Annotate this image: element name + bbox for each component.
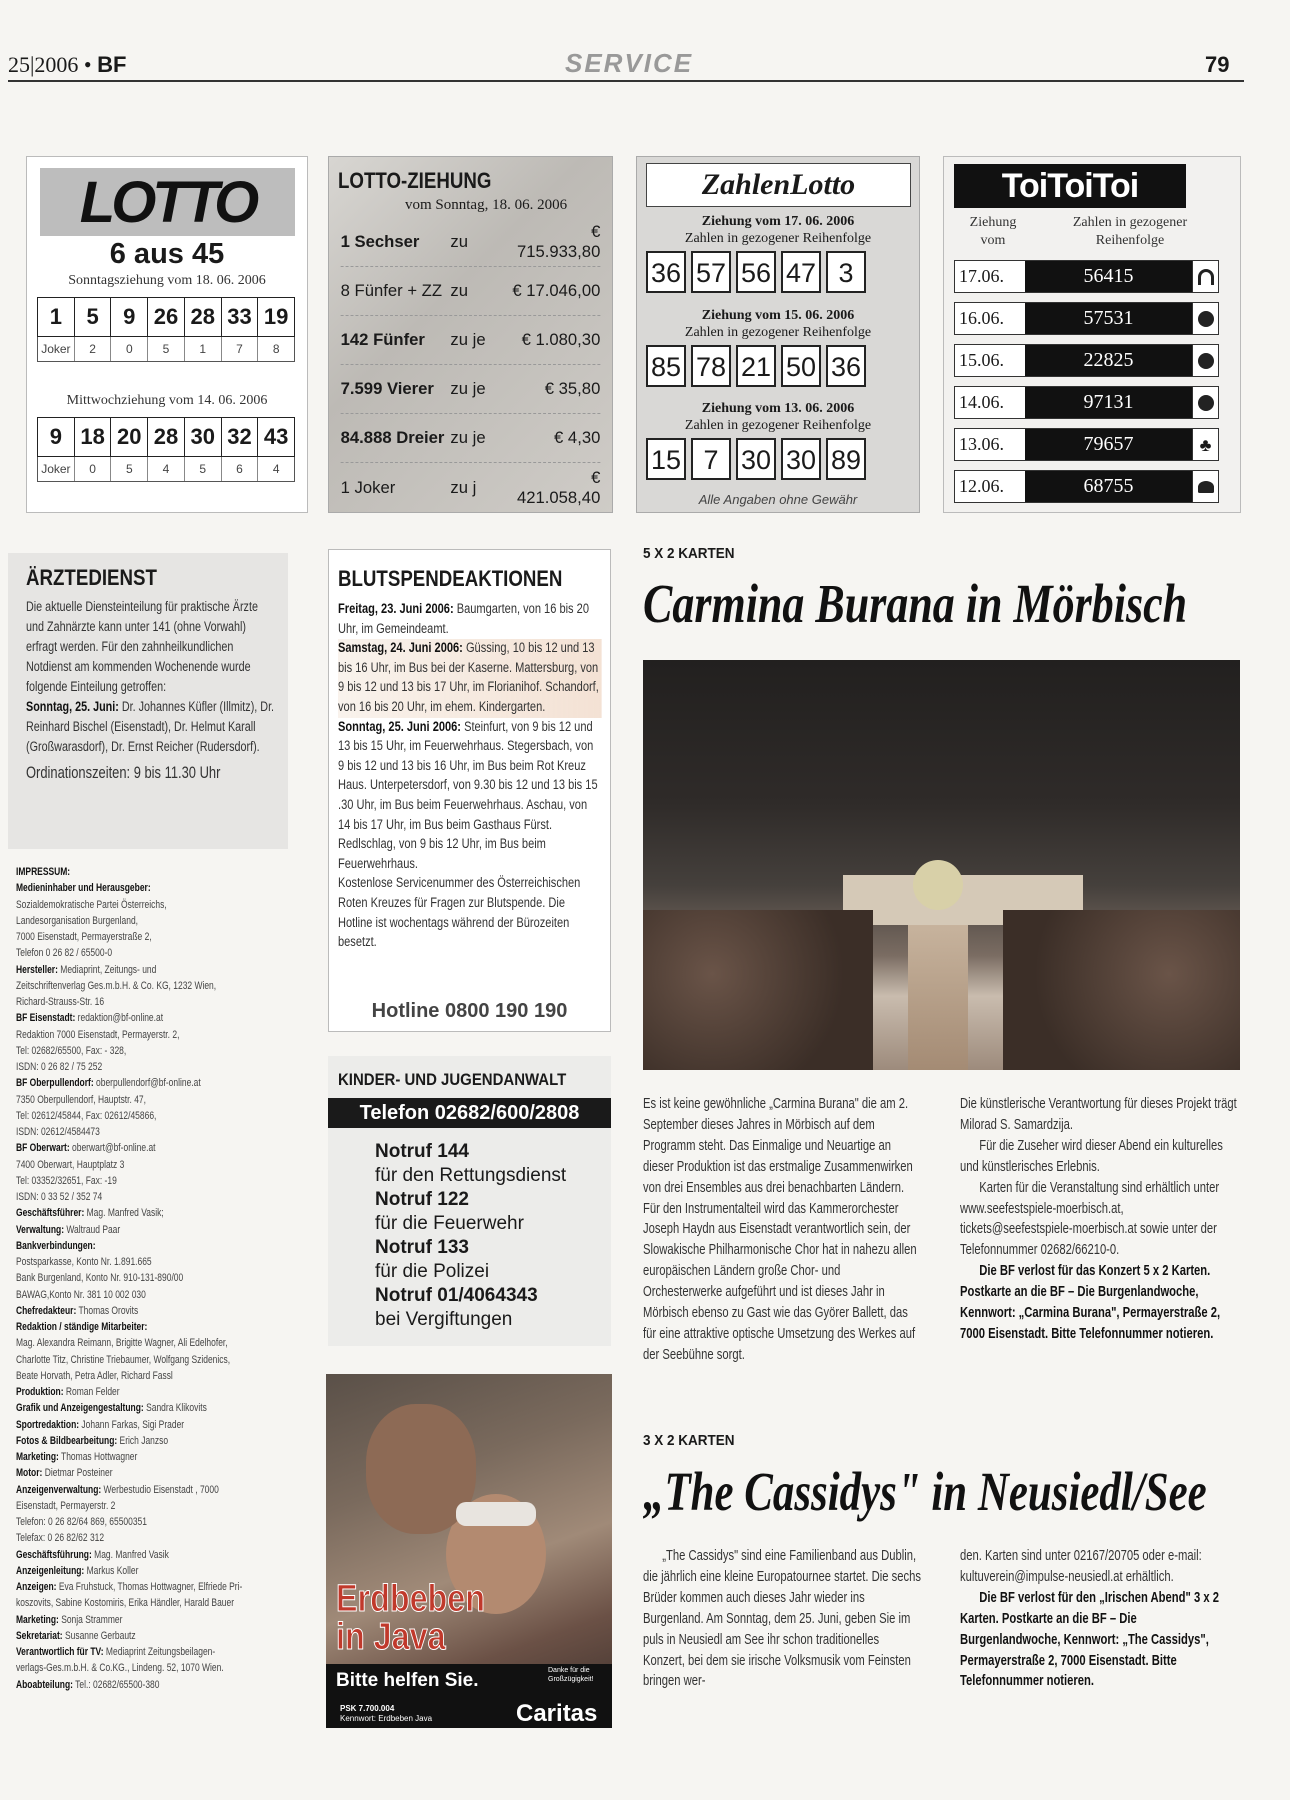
toitoitoi-col1-header: Ziehung vom — [969, 215, 1017, 248]
lz-row: 84.888 Dreier zu je € 4,30 — [341, 414, 601, 463]
cassidys-title: „The Cassidys" in Neusiedl/See — [643, 1461, 1207, 1522]
lotto-number: 28 — [148, 418, 185, 456]
notruf-list — [375, 1140, 566, 1332]
carmina-col2: Die künstlerische Verantwortung für dieses Projekt trägt Milorad S. Samardzija. Für die Zuseher wird dieser Abend ein kulturelles und künstlerisches Erlebnis. Karten für die Veranstaltung sind erhältlich unter www.seefestspiele-moerbisch.at, tickets@seefestspiele-moerbisch.at sowie unter der Telefonnummer 02682/66210-0. Die BF verlost für das Konzert 5 x 2 Karten. Postkarte an die BF – Die Burgenlandwoche, Kennwort: „Carmina Burana", Permayerstraße 2, 7000 Eisenstadt. Bitte Telefonnummer notieren. — [960, 1096, 1237, 1342]
aerztedienst-intro: Die aktuelle Diensteinteilung für praktische Ärzte und Zahnärzte kann unter 141 (ohne Vorwahl) erfragt werden. Für den zahnheilkundlichen Notdienst am kommenden Wochenende wurde folgende Einteilung getroffen: — [26, 599, 258, 695]
flower-arrangement-shape — [913, 860, 963, 910]
notruf-item: Notruf 144 für den Rettungsdienst — [375, 1141, 567, 1186]
toitoitoi-table — [954, 260, 1219, 512]
caritas-donation: PSK 7.700.004 Kennwort: Erdbeben Java — [326, 1698, 612, 1728]
toitoitoi-row: 13.06. 79657 ♣ — [954, 428, 1219, 461]
impressum-line: Motor: Dietmar Posteiner — [16, 1467, 113, 1480]
impressum-line: Anzeigen: Eva Fruhstuck, Thomas Hottwagner, Elfriede Pri- — [16, 1581, 243, 1593]
draw-number: 21 — [736, 345, 776, 387]
impressum-line: Telefon 0 26 82 / 65500-0 — [16, 947, 113, 960]
caritas-cta: Bitte helfen Sie. — [326, 1664, 612, 1698]
lz-row: 142 Fünfer zu je € 1.080,30 — [341, 316, 601, 365]
toitoitoi-logo: ToiToiToi — [954, 164, 1186, 208]
impressum-line: Sportredaktion: Johann Farkas, Sigi Prader — [16, 1418, 185, 1431]
audience-left-shape — [643, 910, 873, 1070]
impressum-line: 7000 Eisenstadt, Permayerstraße 2, — [16, 931, 152, 943]
impressum-line: Marketing: Thomas Hottwagner — [16, 1451, 138, 1463]
joker-digit: 6 — [222, 457, 259, 481]
caritas-headline: Erdbeben in Java — [336, 1578, 485, 1658]
joker-digit: 2 — [75, 337, 112, 361]
lotto-sunday-numbers — [37, 297, 295, 362]
impressum-line: Produktion: Roman Felder — [16, 1386, 120, 1398]
lz-row: 7.599 Vierer zu je € 35,80 — [341, 365, 601, 414]
audience-right-shape — [1003, 910, 1240, 1070]
lotto-sunday-label: Sonntagsziehung vom 18. 06. 2006 — [68, 273, 266, 288]
joker-digit: 5 — [185, 457, 222, 481]
joker-digit: 4 — [148, 457, 185, 481]
impressum-line: Grafik und Anzeigengestaltung: Sandra Klikovits — [16, 1402, 207, 1415]
lotto-wed-numbers — [37, 417, 295, 482]
lotto-ziehung-subtitle: vom Sonntag, 18. 06. 2006 — [405, 197, 568, 213]
impressum-line: Tel: 02612/45844, Fax: 02612/45866, — [16, 1109, 157, 1122]
impressum-line: Geschäftsführer: Mag. Manfred Vasik; — [16, 1207, 164, 1220]
zahlenlotto-draw-3 — [636, 400, 920, 480]
lotto-zusatzzahl: 19 — [263, 304, 289, 329]
carmina-photo — [643, 660, 1240, 1070]
caritas-small-note: Danke für die Großzügigkeit! — [548, 1667, 594, 1683]
impressum-line: IMPRESSUM: — [16, 866, 71, 878]
horseshoe-icon — [1198, 269, 1214, 285]
bandage-shape — [456, 1502, 536, 1526]
impressum-line: Fotos & Bildbearbeitung: Erich Janzso — [16, 1434, 169, 1447]
toitoitoi-row: 16.06. 57531 — [954, 302, 1219, 335]
impressum-line: Sekretariat: Susanne Gerbautz — [16, 1629, 136, 1642]
blutspende-hotline: Hotline 0800 190 190 — [371, 1000, 568, 1022]
impressum-line: Bankverbindungen: — [16, 1239, 96, 1252]
impressum-line: Beate Horvath, Petra Adler, Richard Fassl — [16, 1369, 173, 1382]
kinder-phone: Telefon 02682/600/2808 — [328, 1098, 611, 1128]
draw-number: 7 — [691, 438, 731, 480]
impressum-line: BF Eisenstadt: redaktion@bf-online.at — [16, 1012, 164, 1025]
lotto-zusatzzahl: 43 — [263, 424, 289, 449]
zahlenlotto-note: Alle Angaben ohne Gewähr — [698, 492, 858, 507]
impressum-line: Mag. Alexandra Reimann, Brigitte Wagner, Ali Edelhofer, — [16, 1337, 228, 1350]
impressum-line: Telefon: 0 26 82/64 869, 65500351 — [16, 1516, 147, 1528]
impressum-line: Chefredakteur: Thomas Orovits — [16, 1304, 139, 1317]
draw-number: 30 — [781, 438, 821, 480]
zahlenlotto-logo: ZahlenLotto — [646, 163, 911, 207]
carmina-title: Carmina Burana in Mörbisch — [643, 573, 1188, 634]
impressum-line: Postsparkasse, Konto Nr. 1.891.665 — [16, 1256, 152, 1268]
clover-icon: ♣ — [1199, 434, 1212, 455]
joker-digit: 7 — [222, 337, 259, 361]
kinder-title: KINDER- UND JUGENDANWALT — [338, 1070, 567, 1089]
lotto-number: 9 — [38, 418, 75, 456]
lotto-ziehung-title: LOTTO-ZIEHUNG — [338, 168, 492, 193]
joker-label: Joker — [38, 457, 75, 481]
header-rule — [8, 80, 1244, 82]
impressum-line: Verwaltung: Waltraud Paar — [16, 1223, 121, 1236]
impressum-line: Charlotte Titz, Christine Triebaumer, Wolfgang Szidenics, — [16, 1353, 231, 1366]
lotto-number: 9 — [111, 298, 148, 336]
draw-number: 15 — [646, 438, 686, 480]
draw-date: Ziehung vom 15. 06. 2006 — [701, 308, 855, 323]
draw-number: 78 — [691, 345, 731, 387]
cassidys-col1: „The Cassidys" sind eine Familienband aus Dublin, die jährlich eine kleine Europatournee startet. Die sechs Brüder kommen auch dieses Jahr wieder ins Burgenland. Am Sonntag, dem 25. Juni, geben Sie im puls in Neusiedl am See ihr schon traditionelles Konzert, bei dem sie irische Volksmusik vom Feinsten bringen wer- — [643, 1548, 921, 1690]
impressum-line: Richard-Strauss-Str. 16 — [16, 996, 105, 1008]
carmina-col1: Es ist keine gewöhnliche „Carmina Burana" die am 2. September dieses Jahres in Mörbisch auf dem Programm steht. Das Einmalige und Neuartige an dieser Produktion ist das erstmalige Zusammenwirken von drei Ensembles aus drei benachbarten Ländern. Für den Instrumentalteil wird das Kammerorchester Joseph Haydn aus Eisenstadt verantwortlich sein, der Slowakische Philharmonische Chor hat in nahezu allen europäischen Ländern große Chor- und Orchesterwerke aufgeführt und ist dieses Jahr in Mörbisch ebenso zu Gast wie das Györer Ballett, das für eine attraktive optische Umsetzung des Werkes auf der Seebühne sorgt. — [643, 1096, 917, 1363]
impressum-line: BAWAG,Konto Nr. 381 10 002 030 — [16, 1288, 146, 1301]
lotto-wed-label: Mittwochziehung vom 14. 06. 2006 — [66, 393, 268, 408]
impressum-line: Geschäftsführung: Mag. Manfred Vasik — [16, 1548, 169, 1561]
aerztedienst-title: ÄRZTEDIENST — [26, 565, 157, 590]
pig-icon — [1198, 311, 1214, 327]
impressum-line: Aboabteilung: Tel.: 02682/65500-380 — [16, 1678, 160, 1691]
draw-number: 89 — [826, 438, 866, 480]
draw-date: Ziehung vom 17. 06. 2006 — [701, 214, 855, 229]
draw-number: 85 — [646, 345, 686, 387]
draw-order-label: Zahlen in gezogener Reihenfolge — [684, 418, 872, 433]
section-title: SERVICE — [565, 48, 694, 78]
lotto-logo: LOTTO — [40, 168, 295, 236]
zahlenlotto-draw-1 — [636, 213, 920, 293]
impressum-line: Redaktion / ständige Mitarbeiter: — [16, 1321, 148, 1333]
aerztedienst-hours: Ordinationszeiten: 9 bis 11.30 Uhr — [26, 763, 221, 782]
aerztedienst-sunday: Sonntag, 25. Juni: Dr. Johannes Küfler (Illmitz), Dr. Reinhard Bischel (Eisenstadt), Dr. Helmut Karall (Großwarasdorf), Dr. Ernst Reicher (Rudersdorf). — [26, 699, 275, 755]
impressum-line: Tel: 02682/65500, Fax: - 328, — [16, 1044, 127, 1057]
aisle-shape — [908, 925, 968, 1070]
draw-number: 36 — [826, 345, 866, 387]
impressum-line: Medieninhaber und Herausgeber: — [16, 882, 151, 895]
impressum-line: 7400 Oberwart, Hauptplatz 3 — [16, 1158, 125, 1171]
joker-digit: 0 — [111, 337, 148, 361]
impressum-line: Telefax: 0 26 82/62 312 — [16, 1532, 105, 1545]
toitoitoi-row: 12.06. 68755 — [954, 470, 1219, 503]
joker-digit: 5 — [111, 457, 148, 481]
joker-label: Joker — [38, 337, 75, 361]
impressum-line: Bank Burgenland, Konto Nr. 910-131-890/00 — [16, 1272, 184, 1285]
notruf-item: Notruf 133 für die Polizei — [375, 1237, 490, 1282]
lz-row: 8 Fünfer + ZZ zu € 17.046,00 — [341, 267, 601, 316]
carmina-kicker: 5 X 2 KARTEN — [643, 545, 735, 562]
toitoitoi-col2-header: Zahlen in gezogener Reihenfolge — [1072, 215, 1188, 248]
page-number: 79 — [1205, 52, 1230, 77]
lotto-ziehung-table — [341, 218, 601, 512]
impressum-line: verlags-Ges.m.b.H. & Co.KG., Lindeng. 52, 1070 Wien. — [16, 1662, 224, 1675]
impressum-line: Sozialdemokratische Partei Österreichs, — [16, 898, 167, 911]
draw-order-label: Zahlen in gezogener Reihenfolge — [684, 231, 872, 246]
lz-row: 1 Joker zu j € 421.058,40 — [340, 467, 601, 507]
lotto-number: 5 — [75, 298, 112, 336]
draw-number: 30 — [736, 438, 776, 480]
toitoitoi-row: 15.06. 22825 — [954, 344, 1219, 377]
draw-number: 47 — [781, 251, 821, 293]
draw-number: 56 — [736, 251, 776, 293]
joker-digit: 1 — [185, 337, 222, 361]
joker-digit: 8 — [272, 342, 280, 356]
mushroom-icon — [1198, 481, 1214, 493]
draw-date: Ziehung vom 13. 06. 2006 — [701, 401, 855, 416]
lotto-number: 1 — [38, 298, 75, 336]
draw-order-label: Zahlen in gezogener Reihenfolge — [684, 325, 872, 340]
lotto-number: 28 — [185, 298, 222, 336]
lotto-number: 26 — [148, 298, 185, 336]
aerztedienst-text — [26, 597, 277, 783]
joker-digit: 0 — [75, 457, 112, 481]
lotto-number: 33 — [222, 298, 259, 336]
lz-row: 1 Sechser zu € 715.933,80 — [341, 218, 601, 267]
zahlenlotto-draw-2 — [636, 307, 920, 387]
pig-icon — [1198, 353, 1214, 369]
toitoitoi-row: 14.06. 97131 — [954, 386, 1219, 419]
caritas-logo: Caritas — [516, 1700, 598, 1727]
impressum-line: BF Oberpullendorf: oberpullendorf@bf-online.at — [16, 1077, 201, 1090]
blutspende-title: BLUTSPENDEAKTIONEN — [338, 566, 563, 591]
draw-number: 50 — [781, 345, 821, 387]
impressum-line: Redaktion 7000 Eisenstadt, Permayerstr. 2, — [16, 1028, 180, 1041]
draw-number: 57 — [691, 251, 731, 293]
joker-digit: 5 — [148, 337, 185, 361]
notruf-item: Notruf 01/4064343 bei Vergiftungen — [375, 1285, 538, 1330]
impressum-line: ISDN: 02612/4584473 — [16, 1126, 100, 1138]
impressum-line: ISDN: 0 26 82 / 75 252 — [16, 1061, 103, 1073]
ladybug-icon — [1198, 395, 1214, 411]
toitoitoi-row: 17.06. 56415 — [954, 260, 1219, 293]
impressum-line: Zeitschriftenverlag Ges.m.b.H. & Co. KG, 1232 Wien, — [16, 979, 217, 992]
impressum-line: Hersteller: Mediaprint, Zeitungs- und — [16, 963, 157, 976]
lotto-subtitle: 6 aus 45 — [109, 238, 225, 270]
issue-number: 25|2006 • BF — [8, 52, 127, 77]
cassidys-kicker: 3 X 2 KARTEN — [643, 1432, 735, 1449]
impressum-line: Eisenstadt, Permayerstr. 2 — [16, 1499, 116, 1512]
joker-digit: 4 — [272, 462, 280, 476]
impressum-line: Landesorganisation Burgenland, — [16, 914, 139, 927]
lotto-number: 18 — [75, 418, 112, 456]
blutspende-text: Freitag, 23. Juni 2006: Baumgarten, von 16 bis 20 Uhr, im Gemeindeamt. Samstag, 24. Juni 2006: Güssing, 10 bis 12 und 13 bis 16 Uhr, im Bus bei der Kaserne. Mattersburg, von 9 bis 12 und 13 bis 17 Uhr, im Florianihof. Schandorf, von 16 bis 20 Uhr, im ehem. Kindergarten. Sonntag, 25. Juni 2006: Steinfurt, von 9 bis 12 und 13 bis 15 Uhr, im Feuerwehrhaus. Stegersbach, von 9 bis 12 und 13 bis 16 Uhr, im Bus beim Rot Kreuz Haus. Unterpetersdorf, von 9.30 bis 12 und 13 bis 15 .30 Uhr, im Bus beim Feuerwehrhaus. Aschau, von 14 bis 17 Uhr, im Bus beim Gasthaus Fürst. Redlschlag, von 9 bis 12 Uhr, im Bus beim Feuerwehrhaus. Kostenlose Servicenummer des Österreichischen Roten Kreuzes für Fragen zur Blutspende. Die Hotline ist wochentags während der Bürozeiten besetzt. — [338, 600, 602, 953]
draw-number: 3 — [826, 251, 866, 293]
lotto-number: 20 — [111, 418, 148, 456]
impressum-line: koszovits, Sabine Kostomiris, Erika Händler, Harald Bauer — [16, 1597, 235, 1610]
impressum-line: Anzeigenleitung: Markus Koller — [16, 1564, 139, 1577]
impressum — [16, 864, 286, 1693]
impressum-line: ISDN: 0 33 52 / 352 74 — [16, 1191, 103, 1203]
impressum-line: 7350 Oberpullendorf, Hauptstr. 47, — [16, 1093, 147, 1106]
lotto-number: 30 — [185, 418, 222, 456]
lotto-number: 32 — [222, 418, 259, 456]
impressum-line: Tel: 03352/32651, Fax: -19 — [16, 1174, 117, 1187]
cassidys-col2: den. Karten sind unter 02167/20705 oder e-mail: kultuverein@impulse-neusiedl.at erhältlich. Die BF verlost für den „Irischen Abend" 3 x 2 Karten. Postkarte an die BF – Die Burgenlandwoche, Kennwort: „The Cassidys", Permayerstraße 2, 7000 Eisenstadt. Bitte Telefonnummer notieren. — [960, 1548, 1219, 1690]
impressum-line: Verantwortlich für TV: Mediaprint Zeitungsbeilagen- — [16, 1646, 216, 1658]
draw-number: 36 — [646, 251, 686, 293]
impressum-line: BF Oberwart: oberwart@bf-online.at — [16, 1142, 156, 1155]
notruf-item: Notruf 122 für die Feuerwehr — [375, 1189, 524, 1234]
impressum-line: Marketing: Sonja Strammer — [16, 1613, 123, 1626]
impressum-line: Anzeigenverwaltung: Werbestudio Eisenstadt , 7000 — [16, 1483, 219, 1496]
